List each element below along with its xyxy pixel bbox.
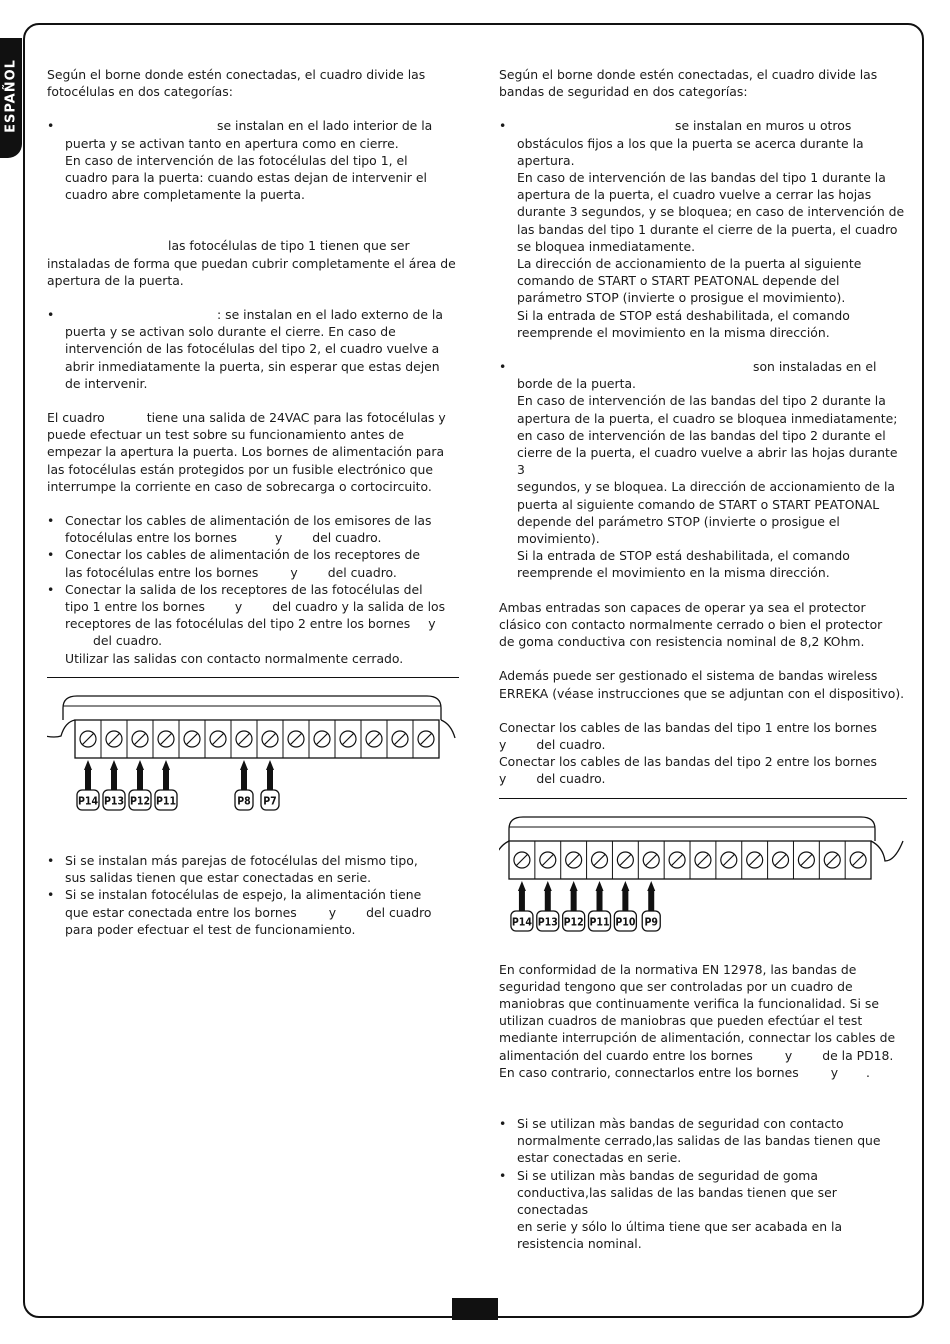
left-column xyxy=(47,66,459,938)
language-label: ESPAÑOL xyxy=(3,59,19,133)
photocell-type2-item: • : se instalan en el lado externo de la puerta y se activan solo durante el cierre. En caso de intervención de las fotocélulas del tipo 2, el cuadro vuelve a abrir inmediatamente la puerta, sin esperar que estas dejen de intervenir. xyxy=(47,306,459,392)
wire-label: P13 xyxy=(103,795,125,808)
wire-p14 xyxy=(511,881,533,931)
section-divider xyxy=(499,798,907,799)
photocell-type1-item: • se instalan en el lado interior de la puerta y se activan tanto en apertura como en cierre. En caso de intervención de las fotocélulas del tipo 1, el cuadro para la puerta: cuando estas dejan de intervenir el cuadro abre completamente la puerta. xyxy=(47,117,459,203)
wire-p7 xyxy=(261,760,279,810)
band-type2-item: • son instaladas en el borde de la puerta. En caso de intervención de las bandas del tipo 2 durante la apertura de la puerta, el cuadro se bloquea inmediatamente; en caso de intervención de las bandas del tipo 2 durante el cierre de la puerta, el cuadro vuelve a abrir las hojas durante 3 segundos, y se bloquea. La dirección de accionamiento de la puerta al siguiente comando de START o START PEATONAL depende del parámetro STOP (invierte o prosigue el movimiento). Si la entrada de STOP está deshabilitada, el comando reemprende el movimiento en la misma dirección. xyxy=(499,358,907,582)
page-number-box xyxy=(452,1298,498,1320)
wire-p9 xyxy=(642,881,660,931)
photocell-intro: Según el borne donde estén conectadas, el cuadro divide las fotocélulas en dos categorías: xyxy=(47,67,426,100)
connect-bands-paragraph: Conectar los cables de las bandas del tipo 1 entre los bornes y del cuadro. Conectar los cables de las bandas del tipo 2 entre los bornes y del cuadro. xyxy=(499,719,877,787)
note-mirror-item: • Si se instalan fotocélulas de espejo, la alimentación tiene que estar conectada entre los bornes y del cuadro para poder efectuar el test de funcionamiento. xyxy=(47,886,459,938)
photocell-terminal-diagram xyxy=(47,680,459,820)
wire-arrows xyxy=(511,881,660,931)
connect-outputs-item: • Conectar la salida de los receptores de las fotocélulas del tipo 1 entre los bornes y del cuadro y la salida de los receptores de las fotocélulas del tipo 2 entre los bornes y del cuadro. Utilizar las salidas con contacto normalmente cerrado. xyxy=(47,581,459,667)
bands-intro: Según el borne donde estén conectadas, el cuadro divide las bandas de seguridad en dos categorías: xyxy=(499,67,878,100)
wire-label: P12 xyxy=(563,916,584,929)
language-tab xyxy=(0,38,22,158)
wire-label: P13 xyxy=(537,916,558,929)
wire-p13 xyxy=(103,760,125,810)
band-type1-item: • se instalan en muros u otros obstáculos fijos a los que la puerta se acerca durante la apertura. En caso de intervención de las bandas del tipo 1 durante la apertura de la puerta, el cuadro vuelve a cerrar las hojas durante 3 segundos, y se bloquea; en caso de intervención de las bandas del tipo 1 durante el cierre de la puerta, el cuadro se bloquea inmediatamente. La dirección de accionamiento de la puerta al siguiente comando de START o START PEATONAL depende del parámetro STOP (invierte o prosigue el movimiento). Si la entrada de STOP está deshabilitada, el comando reemprende el movimiento en la misma dirección. xyxy=(499,117,907,341)
wire-label: P12 xyxy=(129,795,151,808)
photocell-note: las fotocélulas de tipo 1 tienen que ser instaladas de forma que puedan cubrir completamente el área de apertura de la puerta. xyxy=(47,238,456,288)
wire-label: P14 xyxy=(77,795,99,808)
wire-p8 xyxy=(235,760,253,810)
wire-arrows xyxy=(77,760,279,810)
band-terminal-diagram xyxy=(499,801,907,941)
right-column xyxy=(499,66,907,1253)
wire-label: P8 xyxy=(237,795,251,808)
wire-p11 xyxy=(155,760,177,810)
both-inputs-paragraph: Ambas entradas son capaces de operar ya sea el protector clásico con contacto normalmente cerrado o bien el protector de goma conductiva con resistencia nominal de 8,2 KOhm. xyxy=(499,599,883,650)
terminal-screw xyxy=(514,852,530,868)
terminal-screw xyxy=(80,731,96,747)
wire-p13 xyxy=(537,881,559,931)
multiple-nc-bands-item: • Si se utilizan màs bandas de seguridad con contacto normalmente cerrado,las salidas de las bandas tienen que estar conectadas en serie. xyxy=(499,1115,907,1167)
wire-label: P14 xyxy=(511,916,532,929)
wire-label: P11 xyxy=(589,916,610,929)
wire-p11 xyxy=(589,881,611,931)
wire-p12 xyxy=(129,760,151,810)
wire-p14 xyxy=(77,760,99,810)
wire-label: P11 xyxy=(155,795,177,808)
note-series-item: • Si se instalan más parejas de fotocélulas del mismo tipo, sus salidas tienen que estar conectadas en serie. xyxy=(47,852,459,886)
wire-p12 xyxy=(563,881,585,931)
wire-p10 xyxy=(614,881,636,931)
section-divider xyxy=(47,677,459,678)
wireless-paragraph: Además puede ser gestionado el sistema de bandas wireless ERREKA (véase instrucciones que se adjuntan con el dispositivo). xyxy=(499,668,905,701)
multiple-rubber-bands-item: • Si se utilizan màs bandas de seguridad de goma conductiva,las salidas de las bandas tienen que ser conectadas en serie y sólo lo última tiene que ser acabada en la resistencia nominal. xyxy=(499,1167,907,1253)
photocell-power-paragraph: El cuadro tiene una salida de 24VAC para las fotocélulas y puede efectuar un test sobre su funcionamiento antes de empezar la apertura la puerta. Los bornes de alimentación para las fotocélulas están protegidos por un fusible electrónico que interrumpe la corriente en caso de sobrecarga o cortocircuito. xyxy=(47,410,446,494)
wire-label: P10 xyxy=(615,916,636,929)
wire-label: P9 xyxy=(644,916,658,929)
en12978-paragraph: En conformidad de la normativa EN 12978, las bandas de seguridad tengonо que ser controladas por un cuadro de maniobras que continuamente verifica la funcionalidad. Si se utilizan cuadros de maniobras que pueden efectúar el test mediante interrupción de alimentación, connectar los cables de alimentación del cuardo entre los bornes y de la PD18. En caso contrario, connectarlos entre los bornes y . xyxy=(499,961,896,1080)
connect-receivers-item: • Conectar los cables de alimentación de los receptores de las fotocélulas entre los bornes y del cuadro. xyxy=(47,546,459,580)
connect-emitters-item: • Conectar los cables de alimentación de los emisores de las fotocélulas entre los bornes y del cuadro. xyxy=(47,512,459,546)
wire-label: P7 xyxy=(263,795,277,808)
